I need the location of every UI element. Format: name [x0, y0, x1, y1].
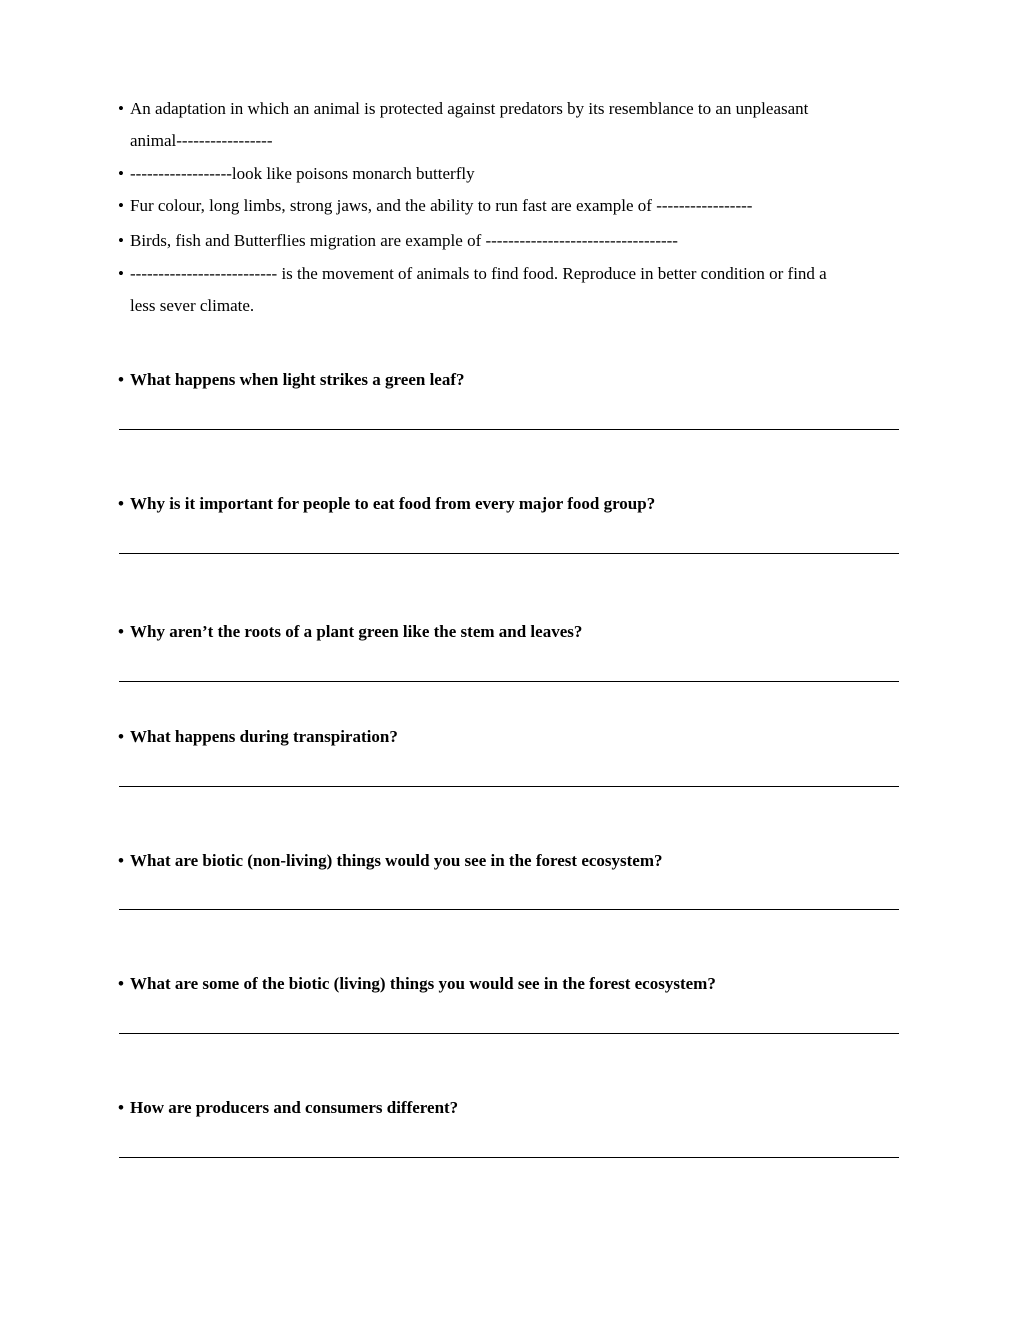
bullet: • — [118, 164, 124, 183]
answer-line-6[interactable] — [119, 1033, 899, 1034]
answer-line-2[interactable] — [119, 553, 899, 554]
fill-in-item-3 — [118, 190, 908, 222]
question-text: What happens during transpiration? — [130, 727, 398, 746]
fill-in-text: Birds, fish and Butterflies migration are example of ---------------------------------- — [130, 231, 678, 250]
fill-in-item-2 — [118, 158, 908, 190]
bullet: • — [118, 370, 124, 389]
bullet: • — [118, 727, 124, 746]
question-2 — [118, 493, 908, 515]
answer-line-5[interactable] — [119, 909, 899, 910]
question-5 — [118, 850, 908, 872]
answer-line-3[interactable] — [119, 681, 899, 682]
fill-in-text: ------------------look like poisons monarch butterfly — [130, 164, 475, 183]
bullet: • — [118, 99, 124, 118]
fill-in-text: An adaptation in which an animal is protected against predators by its resemblance to an unpleasant — [130, 99, 809, 118]
fill-in-text: -------------------------- is the movement of animals to find food. Reproduce in better condition or find a — [130, 264, 827, 283]
fill-in-text: Fur colour, long limbs, strong jaws, and the ability to run fast are example of ----------------- — [130, 196, 753, 215]
bullet: • — [118, 196, 124, 215]
bullet: • — [118, 264, 124, 283]
fill-in-text-continued: less sever climate. — [130, 296, 255, 315]
fill-in-item-5 — [118, 258, 908, 322]
answer-line-4[interactable] — [119, 786, 899, 787]
question-text: What are some of the biotic (living) things you would see in the forest ecosystem? — [130, 974, 716, 993]
bullet: • — [118, 494, 124, 513]
bullet: • — [118, 231, 124, 250]
question-3 — [118, 621, 908, 643]
answer-line-1[interactable] — [119, 429, 899, 430]
question-7 — [118, 1097, 908, 1119]
bullet: • — [118, 851, 124, 870]
question-6 — [118, 973, 908, 995]
fill-in-item-4 — [118, 225, 908, 257]
question-text: Why aren’t the roots of a plant green like the stem and leaves? — [130, 622, 583, 641]
question-1 — [118, 369, 908, 391]
bullet: • — [118, 622, 124, 641]
question-text: What are biotic (non-living) things would you see in the forest ecosystem? — [130, 851, 663, 870]
question-text: How are producers and consumers different? — [130, 1098, 459, 1117]
fill-in-text-continued: animal----------------- — [130, 131, 273, 150]
question-4 — [118, 726, 908, 748]
bullet: • — [118, 1098, 124, 1117]
question-text: What happens when light strikes a green leaf? — [130, 370, 465, 389]
question-text: Why is it important for people to eat food from every major food group? — [130, 494, 656, 513]
bullet: • — [118, 974, 124, 993]
answer-line-7[interactable] — [119, 1157, 899, 1158]
fill-in-item-1 — [118, 93, 908, 157]
